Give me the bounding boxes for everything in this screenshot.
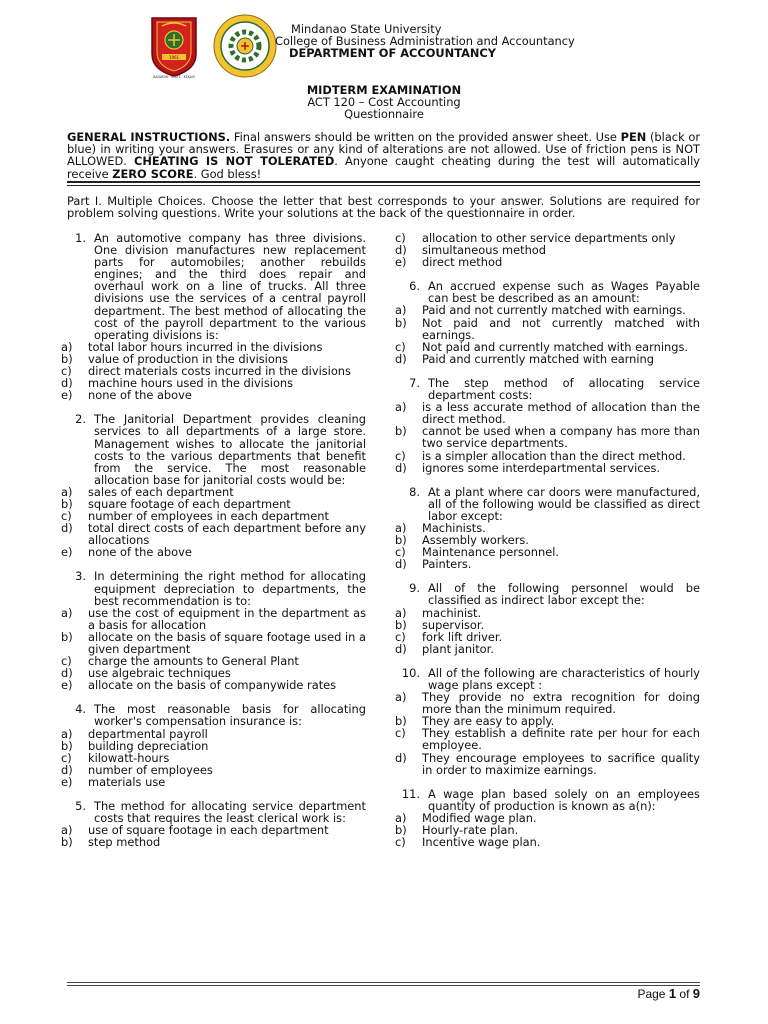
msu-seal-logo bbox=[148, 14, 200, 80]
option-letter: c) bbox=[395, 231, 406, 245]
question-number: 4. bbox=[75, 702, 86, 717]
instructions-zero-score: ZERO SCORE bbox=[112, 166, 194, 181]
exam-title: MIDTERM EXAMINATION bbox=[306, 83, 462, 97]
answer-option bbox=[395, 691, 700, 715]
option-text: machine hours used in the divisions bbox=[88, 376, 294, 391]
option-text: allocate on the basis of square footage used in a given department bbox=[88, 629, 366, 656]
option-text: Incentive wage plan. bbox=[422, 835, 541, 850]
answer-option bbox=[395, 607, 700, 619]
answer-option bbox=[395, 401, 700, 425]
option-text: use algebraic techniques bbox=[88, 666, 231, 681]
option-letter: e) bbox=[395, 255, 407, 270]
option-text: Assembly workers. bbox=[422, 533, 529, 548]
answer-option bbox=[395, 462, 700, 474]
option-letter: d) bbox=[395, 750, 407, 765]
question-q8 bbox=[395, 486, 700, 522]
answer-option bbox=[61, 728, 366, 740]
option-text: Paid and currently matched with earning bbox=[422, 351, 654, 366]
question-number: 10. bbox=[401, 665, 420, 680]
option-text: Maintenance personnel. bbox=[422, 545, 560, 560]
option-letter: a) bbox=[61, 339, 73, 354]
option-text: use of square footage in each department bbox=[88, 823, 329, 838]
answer-option bbox=[395, 558, 700, 570]
question-spacer bbox=[395, 474, 700, 486]
question-q11 bbox=[395, 788, 700, 812]
page-number bbox=[637, 986, 700, 1001]
option-letter: c) bbox=[395, 448, 406, 463]
option-letter: b) bbox=[61, 351, 73, 366]
question-number: 2. bbox=[75, 412, 86, 427]
question-text: A wage plan based solely on an employees quantity of production is known as a(n): bbox=[428, 786, 700, 813]
option-text: building depreciation bbox=[88, 738, 209, 753]
instructions-heading: GENERAL INSTRUCTIONS. bbox=[67, 130, 231, 144]
option-text: They provide no extra recognition for doing more than the minimum required. bbox=[422, 690, 700, 717]
option-text: supervisor. bbox=[422, 617, 485, 632]
footer-divider-thin bbox=[67, 985, 700, 986]
exam-subtitle: Questionnaire bbox=[344, 107, 424, 121]
option-letter: d) bbox=[395, 557, 407, 572]
question-number: 8. bbox=[409, 484, 420, 499]
question-number: 3. bbox=[75, 569, 86, 584]
option-letter: a) bbox=[61, 823, 73, 838]
option-text: They establish a definite rate per hour for each employee. bbox=[422, 726, 700, 753]
option-text: square footage of each department bbox=[88, 496, 291, 511]
option-text: departmental payroll bbox=[88, 726, 208, 741]
answer-option bbox=[395, 619, 700, 631]
answer-option bbox=[395, 304, 700, 316]
svg-text:1961: 1961 bbox=[168, 55, 180, 60]
option-letter: d) bbox=[395, 243, 407, 258]
option-letter: b) bbox=[395, 823, 407, 838]
instructions-divider-thin bbox=[67, 185, 700, 186]
instructions-text-2: (black or blue) in writing your answers. Erasures or any kind of alterations are not allowed. Use of friction pens is NOT ALLOWED. bbox=[67, 130, 700, 169]
option-text: value of production in the divisions bbox=[88, 351, 288, 366]
option-text: fork lift driver. bbox=[422, 629, 503, 644]
option-letter: c) bbox=[395, 545, 406, 560]
answer-option bbox=[395, 643, 700, 655]
question-number: 11. bbox=[401, 786, 420, 801]
option-letter: a) bbox=[395, 810, 407, 825]
page-of-word: of bbox=[679, 987, 690, 1001]
option-text: direct method bbox=[422, 255, 503, 270]
option-text: ignores some interdepartmental services. bbox=[422, 460, 661, 475]
option-letter: d) bbox=[395, 641, 407, 656]
part1-instructions: Part I. Multiple Choices. Choose the letter that best corresponds to your answer. Solutions are required for problem solving questions. Write your solutions at the back of the questionnaire in order. bbox=[67, 194, 700, 221]
svg-text:BADAMIR · STATE · KEKAIS: BADAMIR · STATE · KEKAIS bbox=[153, 75, 195, 79]
option-letter: b) bbox=[395, 617, 407, 632]
option-letter: a) bbox=[395, 400, 407, 415]
option-letter: c) bbox=[61, 364, 72, 379]
option-letter: c) bbox=[395, 835, 406, 850]
option-letter: a) bbox=[395, 605, 407, 620]
option-text: charge the amounts to General Plant bbox=[88, 654, 299, 669]
option-text: They are easy to apply. bbox=[422, 714, 555, 729]
instructions-text-1: Final answers should be written on the provided answer sheet. Use bbox=[230, 130, 621, 144]
answer-option bbox=[395, 256, 700, 268]
question-q9 bbox=[395, 582, 700, 606]
department-name: DEPARTMENT OF ACCOUNTANCY bbox=[289, 46, 497, 60]
question-text: An automotive company has three divisions. One division manufactures new replacement parts for automobiles; another rebuilds engines; and the third does repair and overhaul work on a line of trucks. All three divisions use the services of a central payroll department. The best method of allocating the cost of the payroll department to the various operating divisions is: bbox=[94, 231, 366, 342]
page-word: Page bbox=[637, 987, 666, 1001]
option-letter: e) bbox=[61, 774, 73, 789]
option-text: is a simpler allocation than the direct method. bbox=[422, 448, 686, 463]
option-text: Machinists. bbox=[422, 520, 486, 535]
instructions-cheating: CHEATING IS NOT TOLERATED bbox=[133, 154, 335, 169]
instructions-divider bbox=[67, 181, 700, 183]
question-q1 bbox=[61, 232, 366, 341]
question-text: At a plant where car doors were manufactured, all of the following would be classified as direct labor except: bbox=[428, 484, 700, 523]
question-text: The most reasonable basis for allocating worker's compensation insurance is: bbox=[94, 702, 366, 729]
cbaa-seal-logo bbox=[213, 14, 277, 78]
answer-option bbox=[61, 740, 366, 752]
instructions-text-3: . Anyone caught cheating during the test will automatically receive bbox=[67, 154, 700, 181]
exam-heading bbox=[0, 84, 768, 120]
question-number: 7. bbox=[409, 375, 420, 390]
option-text: number of employees in each department bbox=[88, 509, 329, 524]
answer-option bbox=[61, 679, 366, 691]
option-letter: d) bbox=[61, 666, 73, 681]
option-letter: c) bbox=[395, 629, 406, 644]
questions-left-column bbox=[61, 232, 366, 848]
option-letter: e) bbox=[61, 678, 73, 693]
question-text: All of the following personnel would be classified as indirect labor except the: bbox=[428, 581, 700, 608]
option-text: Paid and not currently matched with earnings. bbox=[422, 303, 686, 318]
option-letter: d) bbox=[61, 521, 73, 536]
option-letter: c) bbox=[395, 339, 406, 354]
question-q2 bbox=[61, 413, 366, 486]
option-letter: c) bbox=[61, 509, 72, 524]
option-letter: c) bbox=[395, 726, 406, 741]
option-letter: b) bbox=[61, 629, 73, 644]
option-text: plant janitor. bbox=[422, 641, 494, 656]
option-text: total direct costs of each department before any allocations bbox=[88, 521, 366, 548]
answer-option bbox=[395, 752, 700, 776]
question-q5 bbox=[61, 800, 366, 824]
option-text: Hourly-rate plan. bbox=[422, 823, 519, 838]
answer-option bbox=[61, 389, 366, 401]
question-text: The method for allocating service department costs that requires the least clerical work is: bbox=[94, 799, 366, 826]
option-text: Not paid and currently matched with earnings. bbox=[422, 339, 688, 354]
answer-option bbox=[395, 631, 700, 643]
option-letter: c) bbox=[61, 750, 72, 765]
answer-option bbox=[395, 353, 700, 365]
answer-option bbox=[61, 607, 366, 631]
question-q6 bbox=[395, 280, 700, 304]
page-total: 9 bbox=[692, 986, 700, 1001]
option-letter: d) bbox=[395, 460, 407, 475]
option-text: machinist. bbox=[422, 605, 482, 620]
question-text: All of the following are characteristics of hourly wage plans except : bbox=[428, 665, 700, 692]
option-letter: b) bbox=[395, 533, 407, 548]
instructions-pen: PEN bbox=[620, 130, 647, 144]
question-number: 1. bbox=[75, 231, 86, 245]
option-text: kilowatt-hours bbox=[88, 750, 170, 765]
option-text: direct materials costs incurred in the divisions bbox=[88, 364, 351, 379]
option-letter: a) bbox=[61, 726, 73, 741]
answer-option bbox=[61, 776, 366, 788]
option-letter: e) bbox=[61, 545, 73, 560]
university-name: Mindanao State University bbox=[291, 22, 442, 36]
option-text: sales of each department bbox=[88, 484, 234, 499]
option-text: Painters. bbox=[422, 557, 472, 572]
question-number: 5. bbox=[75, 799, 86, 814]
question-number: 9. bbox=[409, 581, 420, 596]
answer-option bbox=[395, 836, 700, 848]
option-text: step method bbox=[88, 835, 161, 850]
option-text: none of the above bbox=[88, 388, 192, 403]
option-text: allocation to other service departments only bbox=[422, 231, 676, 245]
option-text: none of the above bbox=[88, 545, 192, 560]
question-q3 bbox=[61, 570, 366, 606]
college-name: College of Business Administration and Accountancy bbox=[275, 34, 575, 48]
answer-option bbox=[61, 631, 366, 655]
option-letter: e) bbox=[61, 388, 73, 403]
option-letter: b) bbox=[61, 835, 73, 850]
option-letter: d) bbox=[395, 351, 407, 366]
exam-course: ACT 120 – Cost Accounting bbox=[307, 95, 461, 109]
option-text: Modified wage plan. bbox=[422, 810, 537, 825]
question-text: An accrued expense such as Wages Payable can best be described as an amount: bbox=[428, 279, 700, 306]
footer-divider bbox=[67, 982, 700, 983]
option-letter: b) bbox=[395, 714, 407, 729]
option-letter: a) bbox=[395, 520, 407, 535]
option-letter: b) bbox=[61, 738, 73, 753]
question-text: The step method of allocating service department costs: bbox=[428, 375, 700, 403]
option-text: They encourage employees to sacrifice quality in order to maximize earnings. bbox=[422, 750, 700, 777]
option-letter: a) bbox=[61, 484, 73, 499]
option-text: number of employees bbox=[88, 762, 213, 777]
option-text: cannot be used when a company has more than two service departments. bbox=[422, 424, 700, 451]
option-letter: d) bbox=[61, 762, 73, 777]
answer-option bbox=[61, 836, 366, 848]
option-text: Not paid and not currently matched with earnings. bbox=[422, 315, 700, 342]
question-spacer bbox=[395, 776, 700, 788]
option-letter: d) bbox=[61, 376, 73, 391]
option-letter: a) bbox=[395, 303, 407, 318]
option-text: materials use bbox=[88, 774, 166, 789]
option-letter: a) bbox=[395, 690, 407, 705]
page-current: 1 bbox=[668, 986, 677, 1001]
option-text: simultaneous method bbox=[422, 243, 546, 258]
answer-option bbox=[395, 317, 700, 341]
option-text: use the cost of equipment in the department as a basis for allocation bbox=[88, 605, 366, 632]
answer-option bbox=[61, 522, 366, 546]
answer-option bbox=[395, 727, 700, 751]
option-letter: b) bbox=[61, 496, 73, 511]
general-instructions bbox=[67, 131, 700, 180]
option-text: is a less accurate method of allocation than the direct method. bbox=[422, 400, 700, 427]
option-text: total labor hours incurred in the divisions bbox=[88, 339, 323, 354]
answer-option bbox=[395, 450, 700, 462]
question-text: The Janitorial Department provides cleaning services to all departments of a large store. Management wishes to allocate the janitorial costs to the various departments that benefit from the service. The most reasonable allocation base for janitorial costs would be: bbox=[94, 412, 366, 487]
answer-option bbox=[395, 425, 700, 449]
option-text: allocate on the basis of companywide rates bbox=[88, 678, 337, 693]
question-text: In determining the right method for allocating equipment depreciation to departments, the best recommendation is to: bbox=[94, 569, 366, 608]
question-q4 bbox=[61, 703, 366, 727]
instructions-text-4: . God bless! bbox=[193, 166, 262, 181]
option-letter: b) bbox=[395, 424, 407, 439]
questions-right-column bbox=[395, 232, 700, 848]
option-letter: a) bbox=[61, 605, 73, 620]
question-q7 bbox=[395, 377, 700, 401]
option-letter: c) bbox=[61, 654, 72, 669]
question-number: 6. bbox=[409, 279, 420, 294]
question-q10 bbox=[395, 667, 700, 691]
answer-option bbox=[61, 546, 366, 558]
option-letter: b) bbox=[395, 315, 407, 330]
